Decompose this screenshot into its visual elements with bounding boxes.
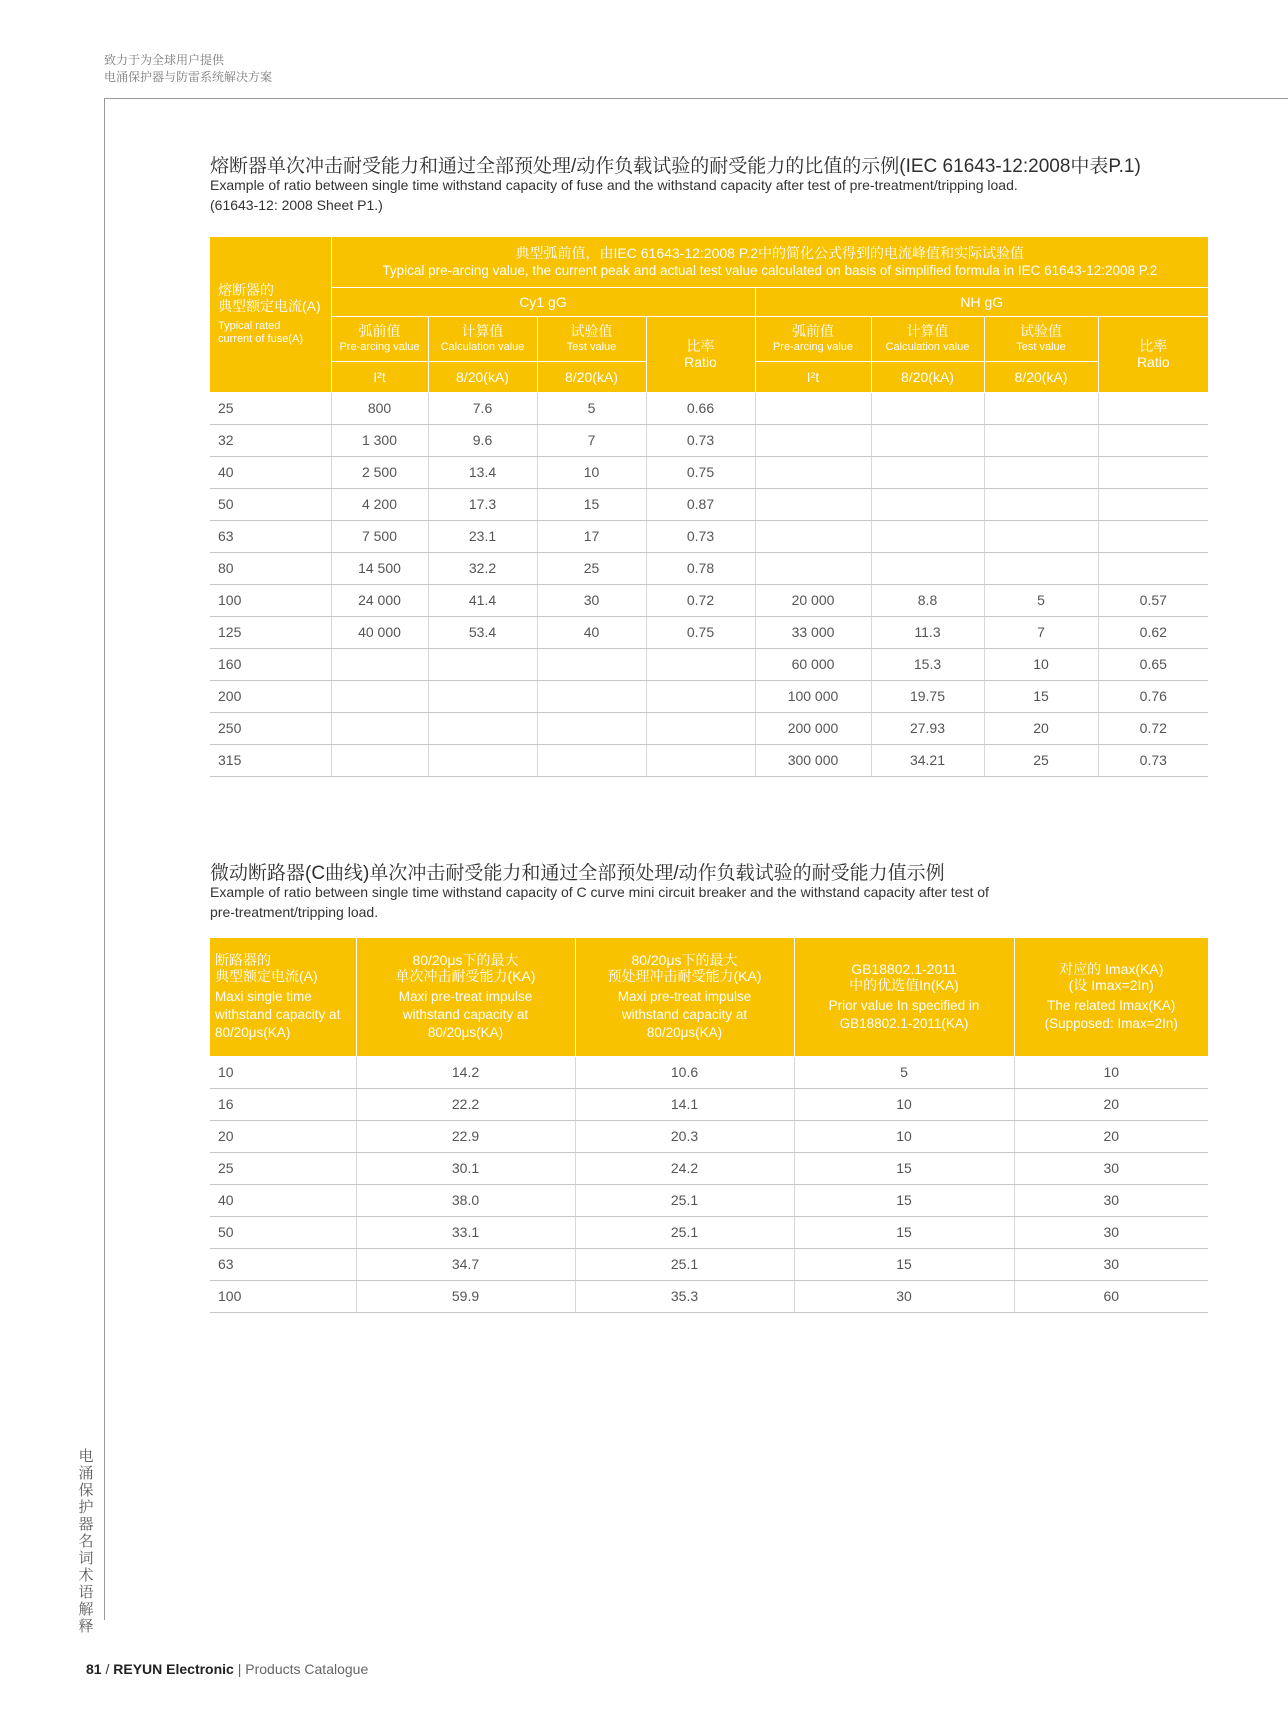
value-cell — [871, 520, 984, 552]
value-cell — [1098, 424, 1208, 456]
value-cell: 15 — [984, 680, 1098, 712]
value-cell: 7 — [537, 424, 646, 456]
rated-current-cell: 32 — [210, 424, 331, 456]
calculation-zh: 计算值 — [906, 322, 949, 339]
value-cell: 11.3 — [871, 616, 984, 648]
value-cell — [646, 712, 755, 744]
value-cell: 25.1 — [575, 1184, 794, 1216]
value-cell: 25.1 — [575, 1216, 794, 1248]
brand-name: REYUN Electronic — [113, 1661, 234, 1677]
rated-current-en-1: Typical rated — [218, 320, 281, 333]
rated-current-cell: 25 — [210, 392, 331, 424]
h4-zh-1: GB18802.1-2011 — [851, 960, 957, 977]
breaker-rated-header — [210, 938, 356, 1056]
value-cell — [871, 488, 984, 520]
value-cell — [755, 392, 871, 424]
value-cell: 7 — [984, 616, 1098, 648]
catalogue-label: Products Catalogue — [245, 1661, 369, 1677]
value-cell: 20 — [1014, 1088, 1208, 1120]
value-cell: 1 300 — [331, 424, 428, 456]
value-cell: 30 — [794, 1280, 1014, 1312]
value-cell: 10.6 — [575, 1056, 794, 1088]
value-cell: 30 — [537, 584, 646, 616]
value-cell: 15.3 — [871, 648, 984, 680]
h1-zh-1: 断路器的 — [215, 951, 271, 968]
nh-pre-arcing-header — [755, 316, 871, 361]
value-cell: 33 000 — [755, 616, 871, 648]
value-cell — [537, 744, 646, 776]
h3-en-1: Maxi pre-treat impulse — [617, 988, 752, 1004]
value-cell: 35.3 — [575, 1280, 794, 1312]
value-cell — [984, 552, 1098, 584]
value-cell — [984, 488, 1098, 520]
value-cell: 5 — [537, 392, 646, 424]
preferred-in-header — [794, 938, 1014, 1056]
value-cell: 60 000 — [755, 648, 871, 680]
rated-current-cell: 63 — [210, 520, 331, 552]
rated-current-cell: 10 — [210, 1056, 356, 1088]
value-cell: 0.72 — [646, 584, 755, 616]
value-cell: 0.73 — [1098, 744, 1208, 776]
table-row — [210, 456, 1208, 488]
value-cell: 0.73 — [646, 424, 755, 456]
group-header-zh: 典型弧前值，由IEC 61643-12:2008 P.2中的简化公式得到的电流峰值和实际试验值 — [515, 244, 1025, 261]
value-cell: 32.2 — [428, 552, 537, 584]
table-row — [210, 520, 1208, 552]
rated-current-cell: 40 — [210, 1184, 356, 1216]
value-cell — [755, 488, 871, 520]
value-cell: 25 — [537, 552, 646, 584]
table-row — [210, 648, 1208, 680]
value-cell: 14.2 — [356, 1056, 575, 1088]
group-header — [331, 237, 1208, 287]
value-cell: 300 000 — [755, 744, 871, 776]
rated-current-header — [210, 237, 331, 392]
table-row — [210, 712, 1208, 744]
test-en: Test value — [1016, 340, 1066, 353]
pre-arcing-en: Pre-arcing value — [339, 340, 420, 353]
calculation-en: Calculation value — [885, 340, 970, 353]
table-row — [210, 1152, 1208, 1184]
value-cell: 0.76 — [1098, 680, 1208, 712]
cy1-gg-header: Cy1 gG — [331, 287, 755, 316]
h4-en-1: Prior value In specified in — [828, 997, 980, 1013]
unit-8-20: 8/20(kA) — [428, 361, 537, 392]
value-cell: 0.75 — [646, 616, 755, 648]
test-zh: 试验值 — [570, 322, 613, 339]
unit-i2t: I²t — [331, 361, 428, 392]
value-cell: 40 — [537, 616, 646, 648]
value-cell: 22.9 — [356, 1120, 575, 1152]
top-divider — [104, 98, 1288, 99]
value-cell — [331, 680, 428, 712]
rated-current-cell: 200 — [210, 680, 331, 712]
value-cell — [871, 552, 984, 584]
value-cell: 10 — [794, 1088, 1014, 1120]
h4-en-2: GB18802.1-2011(KA) — [839, 1015, 969, 1031]
value-cell — [984, 392, 1098, 424]
rated-current-cell: 16 — [210, 1088, 356, 1120]
value-cell: 0.73 — [646, 520, 755, 552]
value-cell: 15 — [794, 1184, 1014, 1216]
table-row — [210, 488, 1208, 520]
rated-current-cell: 100 — [210, 584, 331, 616]
rated-current-cell: 25 — [210, 1152, 356, 1184]
unit-8-20: 8/20(kA) — [537, 361, 646, 392]
value-cell: 5 — [794, 1056, 1014, 1088]
test-zh: 试验值 — [1020, 322, 1062, 339]
value-cell: 59.9 — [356, 1280, 575, 1312]
value-cell: 7.6 — [428, 392, 537, 424]
value-cell: 7 500 — [331, 520, 428, 552]
value-cell — [646, 744, 755, 776]
value-cell: 30 — [1014, 1184, 1208, 1216]
table-row — [210, 1216, 1208, 1248]
h5-en-1: The related Imax(KA) — [1047, 997, 1176, 1013]
value-cell — [755, 456, 871, 488]
section1-subtitle — [210, 175, 1018, 215]
value-cell: 38.0 — [356, 1184, 575, 1216]
value-cell: 34.7 — [356, 1248, 575, 1280]
table-row — [210, 424, 1208, 456]
value-cell: 200 000 — [755, 712, 871, 744]
group-header-en: Typical pre-arcing value, the current peak and actual test value calculated on basis of simplified formula in IEC 61643-12:2008 P.2 — [382, 262, 1158, 278]
table-row — [210, 1248, 1208, 1280]
value-cell: 17.3 — [428, 488, 537, 520]
h1-en-2: withstand capacity at — [215, 1006, 341, 1022]
h2-zh-2: 单次冲击耐受能力(KA) — [395, 967, 536, 984]
h5-zh-1: 对应的 Imax(KA) — [1059, 960, 1164, 977]
value-cell: 41.4 — [428, 584, 537, 616]
h1-en-1: Maxi single time — [215, 988, 312, 1004]
footer-sep-1: / — [105, 1661, 110, 1677]
value-cell — [331, 648, 428, 680]
value-cell — [871, 456, 984, 488]
value-cell: 20 000 — [755, 584, 871, 616]
table-row — [210, 616, 1208, 648]
rated-current-cell: 40 — [210, 456, 331, 488]
pre-arcing-zh: 弧前值 — [792, 322, 834, 339]
h2-en-1: Maxi pre-treat impulse — [398, 988, 533, 1004]
value-cell: 0.87 — [646, 488, 755, 520]
rated-current-en-2: current of fuse(A) — [218, 333, 303, 346]
h3-en-2: withstand capacity at — [621, 1006, 748, 1022]
value-cell: 30 — [1014, 1152, 1208, 1184]
section2-subtitle-line-2: pre-treatment/tripping load. — [210, 904, 379, 920]
value-cell: 27.93 — [871, 712, 984, 744]
value-cell — [1098, 520, 1208, 552]
h2-en-3: 80/20μs(KA) — [427, 1024, 504, 1040]
cy1-ratio-header — [646, 316, 755, 392]
h4-zh-2: 中的优选值In(KA) — [849, 976, 959, 993]
value-cell — [428, 744, 537, 776]
h2-en-2: withstand capacity at — [402, 1006, 529, 1022]
value-cell: 22.2 — [356, 1088, 575, 1120]
value-cell: 20 — [1014, 1120, 1208, 1152]
value-cell: 14.1 — [575, 1088, 794, 1120]
value-cell: 23.1 — [428, 520, 537, 552]
h3-zh-2: 预处理冲击耐受能力(KA) — [607, 967, 762, 984]
table-row — [210, 1184, 1208, 1216]
value-cell: 53.4 — [428, 616, 537, 648]
value-cell — [428, 680, 537, 712]
value-cell — [646, 680, 755, 712]
value-cell — [428, 648, 537, 680]
value-cell: 5 — [984, 584, 1098, 616]
rated-current-cell: 20 — [210, 1120, 356, 1152]
value-cell — [755, 424, 871, 456]
max-single-impulse-header — [356, 938, 575, 1056]
value-cell — [984, 424, 1098, 456]
side-title: 电涌保护器名词术语解释 — [78, 1448, 94, 1635]
value-cell: 34.21 — [871, 744, 984, 776]
ratio-en: Ratio — [684, 354, 717, 370]
value-cell: 13.4 — [428, 456, 537, 488]
value-cell — [1098, 488, 1208, 520]
rated-current-cell: 315 — [210, 744, 331, 776]
value-cell: 15 — [794, 1248, 1014, 1280]
value-cell — [871, 392, 984, 424]
value-cell: 9.6 — [428, 424, 537, 456]
value-cell: 17 — [537, 520, 646, 552]
imax-header — [1014, 938, 1208, 1056]
value-cell: 25 — [984, 744, 1098, 776]
value-cell: 10 — [537, 456, 646, 488]
value-cell: 25.1 — [575, 1248, 794, 1280]
value-cell — [755, 520, 871, 552]
ratio-zh: 比率 — [1139, 338, 1168, 354]
value-cell: 24 000 — [331, 584, 428, 616]
value-cell — [331, 744, 428, 776]
value-cell: 0.72 — [1098, 712, 1208, 744]
rated-current-cell: 160 — [210, 648, 331, 680]
h5-en-2: (Supposed: Imax=2In) — [1044, 1015, 1178, 1031]
unit-8-20: 8/20(kA) — [871, 361, 984, 392]
value-cell — [755, 552, 871, 584]
pre-arcing-en: Pre-arcing value — [772, 340, 854, 353]
header-tagline — [104, 52, 272, 86]
table-row — [210, 1280, 1208, 1312]
h1-en-3: 80/20μs(KA) — [215, 1024, 291, 1040]
rated-current-cell: 80 — [210, 552, 331, 584]
table-row — [210, 552, 1208, 584]
tagline-line-2: 电涌保护器与防雷系统解决方案 — [104, 70, 273, 84]
value-cell: 0.62 — [1098, 616, 1208, 648]
footer-sep-2: | — [237, 1661, 242, 1677]
value-cell: 19.75 — [871, 680, 984, 712]
value-cell: 40 000 — [331, 616, 428, 648]
table-row — [210, 1056, 1208, 1088]
rated-current-cell: 50 — [210, 1216, 356, 1248]
value-cell: 10 — [1014, 1056, 1208, 1088]
value-cell: 10 — [984, 648, 1098, 680]
calculation-en: Calculation value — [440, 340, 525, 353]
rated-current-cell: 100 — [210, 1280, 356, 1312]
section1-subtitle-line-1: Example of ratio between single time withstand capacity of fuse and the withstand capacity after test of pre-treatment/tripping load. — [210, 177, 1018, 193]
value-cell — [646, 648, 755, 680]
rated-current-zh-2: 典型额定电流(A) — [218, 298, 321, 315]
value-cell: 0.75 — [646, 456, 755, 488]
section1-subtitle-line-2: (61643-12: 2008 Sheet P1.) — [210, 197, 383, 213]
value-cell: 0.66 — [646, 392, 755, 424]
value-cell: 24.2 — [575, 1152, 794, 1184]
page-footer — [86, 1661, 368, 1677]
value-cell: 30 — [1014, 1248, 1208, 1280]
test-en: Test value — [566, 340, 617, 353]
value-cell: 0.57 — [1098, 584, 1208, 616]
value-cell: 4 200 — [331, 488, 428, 520]
calculation-zh: 计算值 — [461, 322, 504, 339]
ratio-en: Ratio — [1136, 354, 1170, 370]
value-cell — [331, 712, 428, 744]
value-cell — [984, 456, 1098, 488]
rated-current-cell: 125 — [210, 616, 331, 648]
cy1-calculation-header — [428, 316, 537, 361]
h3-en-3: 80/20μs(KA) — [646, 1024, 723, 1040]
unit-i2t: I²t — [755, 361, 871, 392]
max-pretreat-impulse-header — [575, 938, 794, 1056]
value-cell: 2 500 — [331, 456, 428, 488]
h2-zh-1: 80/20μs下的最大 — [412, 951, 519, 968]
value-cell — [537, 648, 646, 680]
value-cell: 15 — [794, 1152, 1014, 1184]
fuse-ratio-table — [210, 237, 1208, 777]
value-cell — [1098, 552, 1208, 584]
cy1-test-header — [537, 316, 646, 361]
value-cell: 20.3 — [575, 1120, 794, 1152]
table-row — [210, 392, 1208, 424]
table-row — [210, 1120, 1208, 1152]
value-cell — [537, 712, 646, 744]
h3-zh-1: 80/20μs下的最大 — [631, 951, 738, 968]
ratio-zh: 比率 — [686, 338, 715, 354]
table-row — [210, 744, 1208, 776]
value-cell: 15 — [794, 1216, 1014, 1248]
h1-zh-2: 典型额定电流(A) — [215, 967, 318, 984]
nh-test-header — [984, 316, 1098, 361]
table-row — [210, 680, 1208, 712]
value-cell: 100 000 — [755, 680, 871, 712]
side-divider — [104, 98, 105, 1620]
value-cell: 8.8 — [871, 584, 984, 616]
value-cell: 30.1 — [356, 1152, 575, 1184]
value-cell: 60 — [1014, 1280, 1208, 1312]
value-cell: 0.78 — [646, 552, 755, 584]
tagline-line-1: 致力于为全球用户提供 — [104, 53, 225, 67]
value-cell: 30 — [1014, 1216, 1208, 1248]
rated-current-cell: 50 — [210, 488, 331, 520]
rated-current-zh-1: 熔断器的 — [218, 282, 274, 299]
rated-current-cell: 250 — [210, 712, 331, 744]
nh-calculation-header — [871, 316, 984, 361]
value-cell: 20 — [984, 712, 1098, 744]
section2-title: 微动断路器(C曲线)单次冲击耐受能力和通过全部预处理/动作负载试验的耐受能力值示例 — [210, 863, 945, 884]
value-cell — [1098, 456, 1208, 488]
value-cell: 14 500 — [331, 552, 428, 584]
value-cell — [984, 520, 1098, 552]
value-cell — [428, 712, 537, 744]
rated-current-cell: 63 — [210, 1248, 356, 1280]
value-cell — [1098, 392, 1208, 424]
pre-arcing-zh: 弧前值 — [358, 322, 401, 339]
nh-gg-header: NH gG — [755, 287, 1208, 316]
h5-zh-2: (设 Imax=2In) — [1068, 976, 1154, 993]
value-cell — [871, 424, 984, 456]
value-cell: 10 — [794, 1120, 1014, 1152]
table-row — [210, 1088, 1208, 1120]
cy1-pre-arcing-header — [331, 316, 428, 361]
value-cell: 800 — [331, 392, 428, 424]
section1-title: 熔断器单次冲击耐受能力和通过全部预处理/动作负载试验的耐受能力的比值的示例(IEC 61643-12:2008中表P.1) — [210, 156, 1141, 177]
value-cell: 33.1 — [356, 1216, 575, 1248]
value-cell: 15 — [537, 488, 646, 520]
section2-subtitle-line-1: Example of ratio between single time withstand capacity of C curve mini circuit breaker and the withstand capacity after test of — [210, 884, 989, 900]
nh-ratio-header — [1098, 316, 1208, 392]
unit-8-20: 8/20(kA) — [984, 361, 1098, 392]
page-number: 81 — [86, 1661, 102, 1677]
breaker-table — [210, 938, 1208, 1313]
table-row — [210, 584, 1208, 616]
value-cell — [537, 680, 646, 712]
section2-subtitle — [210, 882, 989, 922]
value-cell: 0.65 — [1098, 648, 1208, 680]
